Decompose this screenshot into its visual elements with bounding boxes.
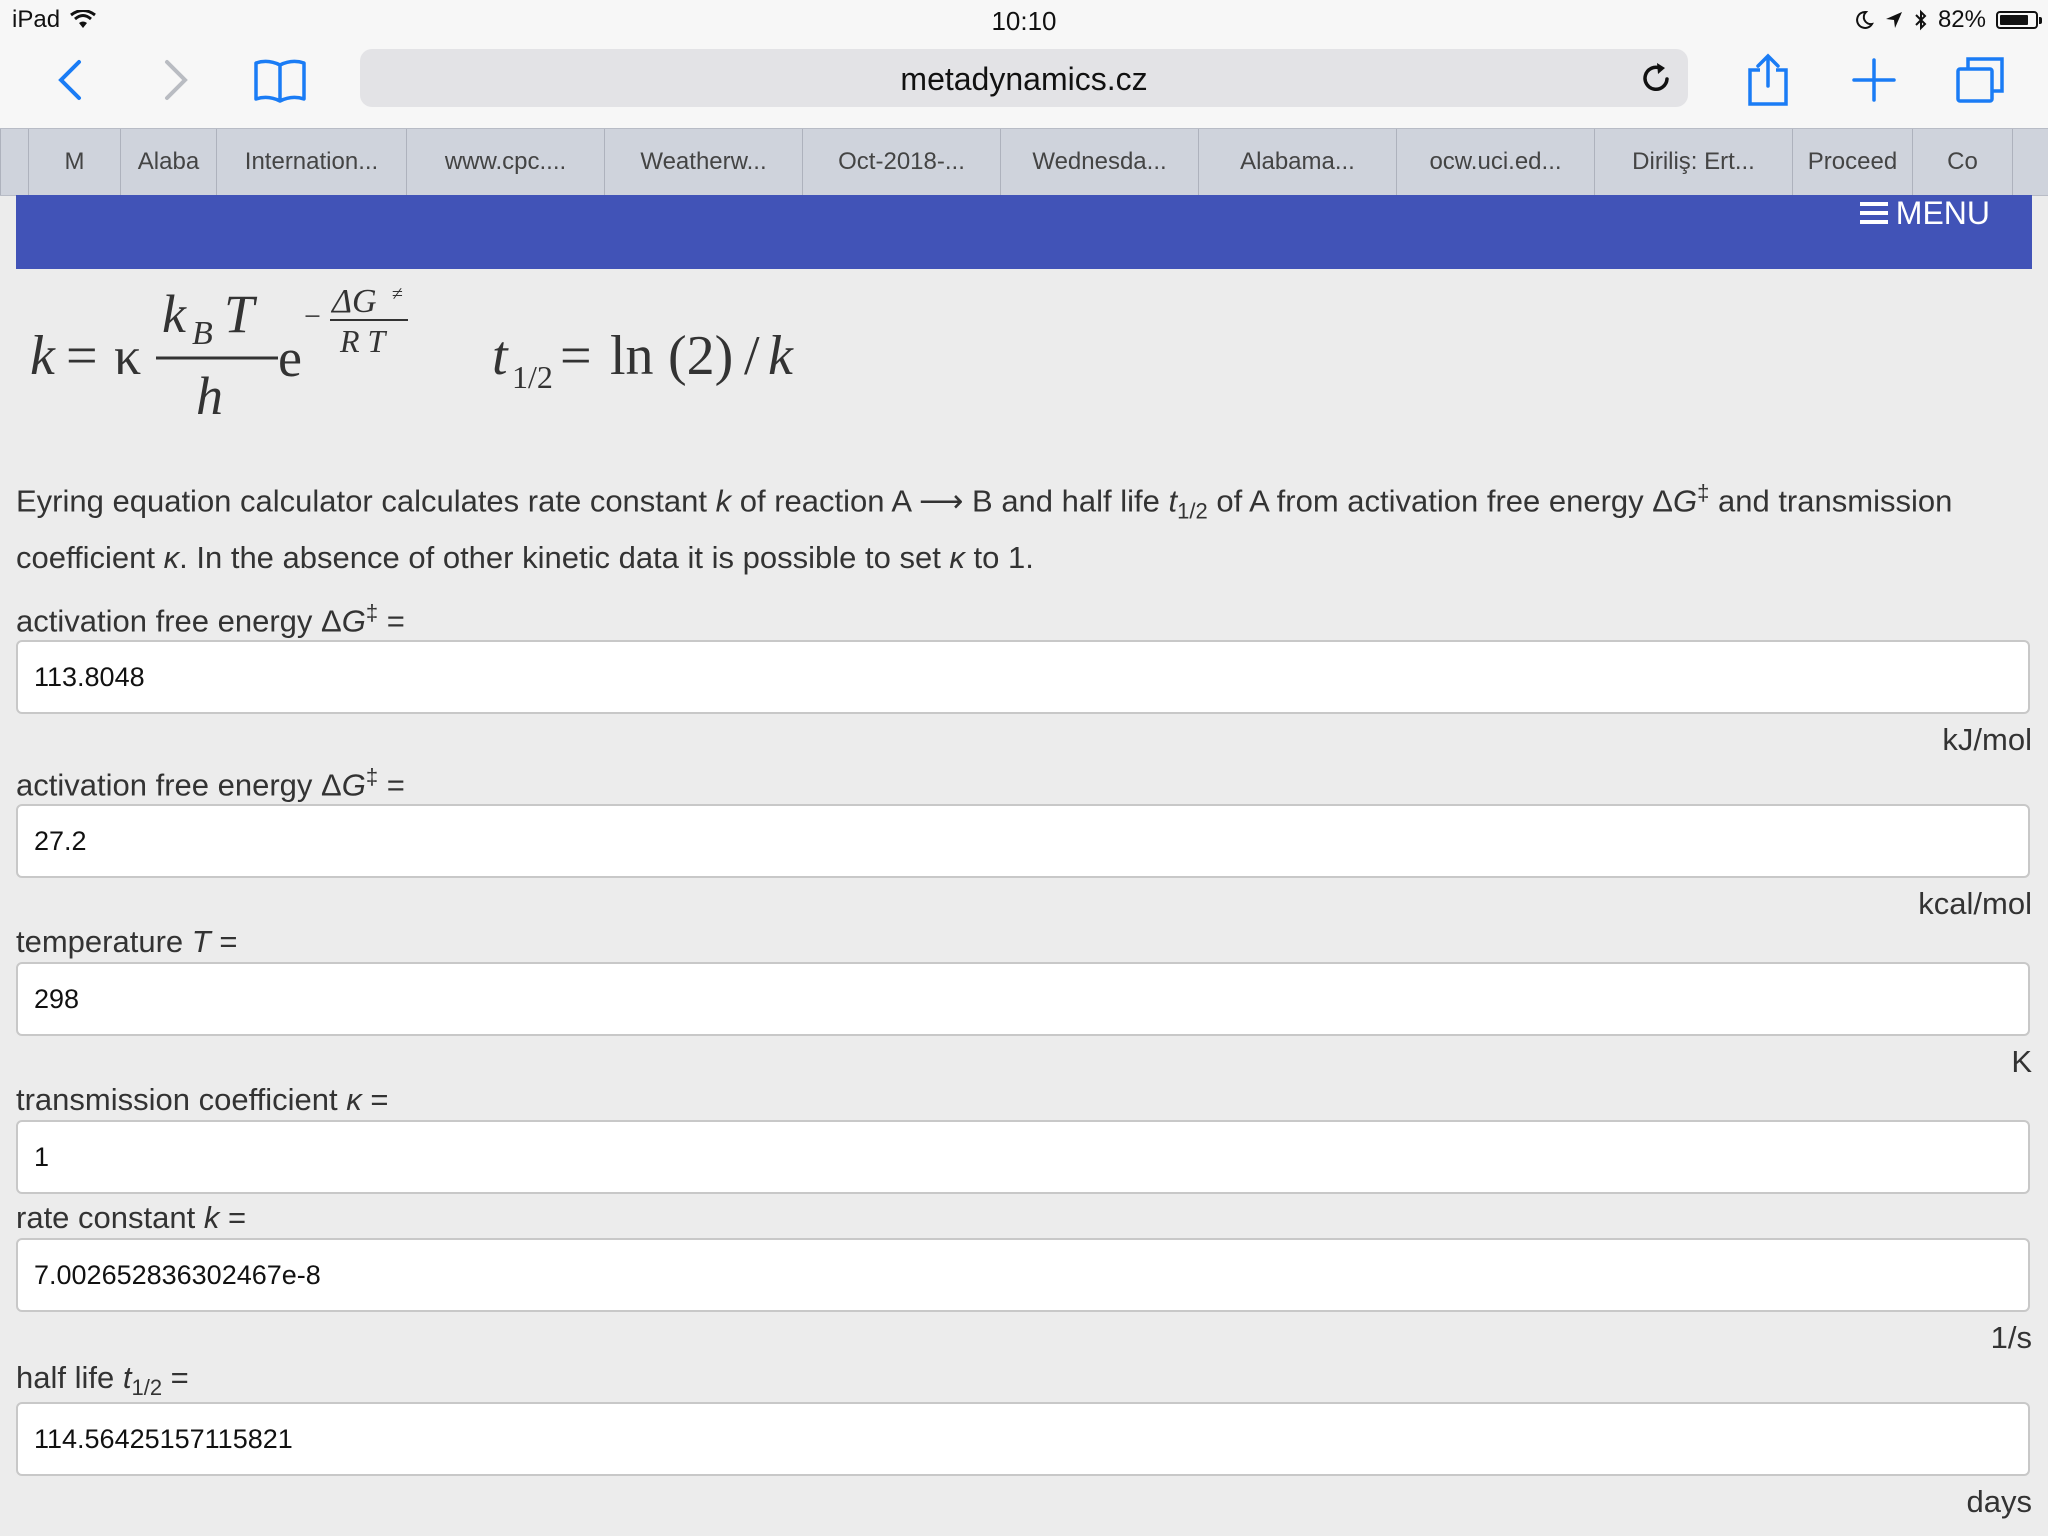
dg-kcal-input[interactable] xyxy=(16,804,2030,878)
bookmarks-button[interactable] xyxy=(240,40,320,120)
kappa-input[interactable] xyxy=(16,1120,2030,1194)
halflife-label: half life $t_{1/2}$ = xyxy=(16,1360,189,1401)
location-arrow-icon xyxy=(1884,10,1904,30)
dg-kj-label: activation free energy ΔG‡ = xyxy=(16,600,405,639)
bookmark-item[interactable]: Alaba xyxy=(120,129,216,195)
menu-button[interactable] xyxy=(1860,195,1990,231)
status-right xyxy=(1854,6,2038,34)
chevron-left-icon xyxy=(55,58,85,102)
back-button[interactable] xyxy=(30,40,110,120)
bookmark-item[interactable]: Alabama... xyxy=(1198,129,1396,195)
moon-icon xyxy=(1854,10,1874,30)
formula-equals-2: = xyxy=(560,325,592,387)
tabs-button[interactable] xyxy=(1940,40,2020,120)
bluetooth-icon xyxy=(1914,9,1928,31)
halflife-unit: days xyxy=(1966,1484,2032,1519)
site-header xyxy=(16,195,2032,269)
formula-ln: ln xyxy=(610,325,654,387)
bookmark-item[interactable]: Co xyxy=(1912,129,2012,195)
formula-exp-minus: − xyxy=(304,300,321,333)
formula-kb-sub: B xyxy=(192,315,213,352)
bookmark-item[interactable]: Internation... xyxy=(216,129,406,195)
menu-label: MENU xyxy=(1895,194,1990,231)
dg-kj-input[interactable] xyxy=(16,640,2030,714)
rate-unit: 1/s xyxy=(1990,1320,2032,1355)
formula-kappa: κ xyxy=(114,326,142,386)
tabs-icon xyxy=(1954,55,2006,105)
formula-T: T xyxy=(224,284,255,344)
bookmark-item[interactable]: Oct-2018-... xyxy=(802,129,1000,195)
bookmark-item[interactable]: Weatherw... xyxy=(604,129,802,195)
temperature-input[interactable] xyxy=(16,962,2030,1036)
formula-RT: R T xyxy=(340,323,386,359)
rate-label: rate constant k = xyxy=(16,1200,247,1235)
book-icon xyxy=(252,57,308,103)
battery-level xyxy=(2000,15,2028,25)
dg-kj-unit: kJ/mol xyxy=(1942,722,2032,757)
temperature-unit: K xyxy=(2011,1044,2032,1079)
reload-icon[interactable] xyxy=(1640,61,1674,95)
rate-input[interactable] xyxy=(16,1238,2030,1312)
status-bar xyxy=(0,0,2048,40)
formula-ne: ≠ xyxy=(392,283,403,305)
formula-k: k xyxy=(30,325,55,387)
formula-two: (2) xyxy=(668,325,734,387)
bookmark-item[interactable]: Diriliş: Ert... xyxy=(1594,129,1792,195)
formula-t-sub: 1/2 xyxy=(512,359,553,395)
battery-percent: 82% xyxy=(1937,6,1986,33)
new-tab-button[interactable] xyxy=(1834,40,1914,120)
temperature-label: temperature T = xyxy=(16,924,238,959)
halflife-input[interactable] xyxy=(16,1402,2030,1476)
battery-icon xyxy=(1996,11,2038,29)
bookmark-item[interactable]: M xyxy=(28,129,120,195)
chevron-right-icon xyxy=(161,58,191,102)
bookmark-item[interactable]: Wednesda... xyxy=(1000,129,1198,195)
bookmark-spacer xyxy=(2012,129,2048,195)
share-button[interactable] xyxy=(1728,40,1808,120)
formula-h: h xyxy=(196,366,223,426)
plus-icon xyxy=(1850,56,1898,104)
url-text: metadynamics.cz xyxy=(900,61,1148,97)
status-time: 10:10 xyxy=(991,6,1057,36)
address-bar[interactable] xyxy=(360,49,1688,107)
browser-toolbar xyxy=(0,40,2048,128)
formula-e: e xyxy=(278,328,302,388)
hamburger-icon xyxy=(1860,202,1888,224)
bookmark-item[interactable]: Proceed xyxy=(1792,129,1912,195)
bookmark-item[interactable]: ocw.uci.ed... xyxy=(1396,129,1594,195)
eyring-formula xyxy=(16,280,836,430)
device-name: iPad xyxy=(12,6,61,33)
description: Eyring equation calculator calculates rate constant k of reaction A ⟶ B and half life $t_{1/2}$ of A from activation free energy ΔG‡ and transmission coefficient κ. In the absence of other kinetic data it is possible to set κ to 1. xyxy=(16,480,1953,575)
dg-kcal-unit: kcal/mol xyxy=(1918,886,2032,921)
formula-kb: k xyxy=(162,284,186,344)
kappa-label: transmission coefficient κ = xyxy=(16,1082,389,1117)
formula-t: t xyxy=(492,325,508,387)
formula-equals: = xyxy=(66,325,98,387)
bookmark-item[interactable]: www.cpc.... xyxy=(406,129,604,195)
dg-kcal-label: activation free energy ΔG‡ = xyxy=(16,764,405,803)
formula-dG: ΔG xyxy=(332,283,377,320)
share-icon xyxy=(1746,52,1790,108)
formula-k2: k xyxy=(768,325,793,387)
bookmarks-bar xyxy=(0,128,2048,196)
bookmark-spacer xyxy=(0,129,28,195)
forward-button[interactable] xyxy=(136,40,216,120)
formula-slash: / xyxy=(744,325,760,387)
